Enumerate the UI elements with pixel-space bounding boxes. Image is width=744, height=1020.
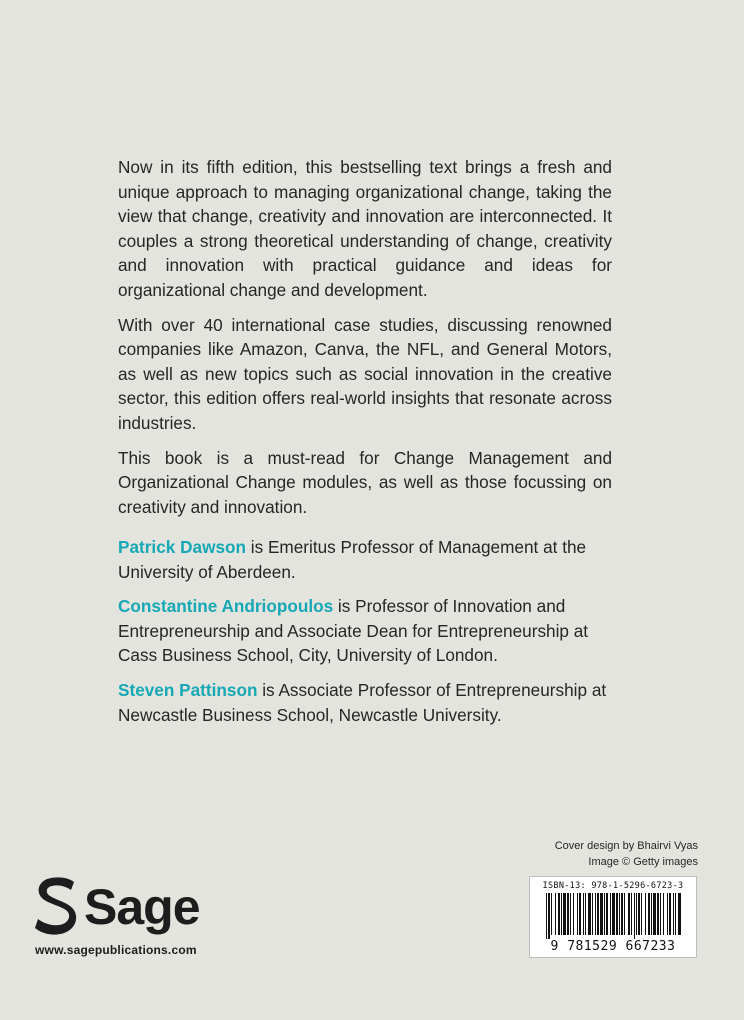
cover-design-credit: Cover design by Bhairvi Vyas	[554, 840, 698, 852]
isbn-digits: 9 781529 667233	[550, 939, 676, 954]
cover-credits	[498, 838, 698, 870]
author-name: Constantine Andriopoulos	[118, 596, 334, 617]
author-name: Patrick Dawson	[118, 537, 246, 557]
image-credit: Image © Getty images	[588, 856, 698, 868]
barcode-bars-icon	[544, 893, 684, 939]
author-bio	[118, 594, 616, 668]
sage-s-logo-icon	[34, 876, 78, 936]
back-cover-blurb	[118, 155, 612, 529]
blurb-paragraph: With over 40 international case studies, discussing renowned companies like Amazon, Canva, the NFL, and General Motors, as well as new topics such as social innovation in the creative sector, this edition offers real-world insights that resonate across industries.	[118, 314, 612, 433]
author-bio	[118, 535, 616, 584]
isbn-barcode	[529, 876, 697, 958]
author-bio-text: is Professor of Innovation and Entrepreneurship and Associate Dean for Entrepreneurship at Cass Business School, City, University of London.	[118, 596, 589, 666]
author-name: Steven Pattinson	[118, 679, 258, 700]
author-bio-text: is Emeritus Professor of Management at the University of Aberdeen.	[118, 537, 587, 582]
blurb-paragraph: Now in its fifth edition, this bestselling text brings a fresh and unique approach to managing organizational change, taking the view that change, creativity and innovation are interconnected. It couples a strong theoretical understanding of change, creativity and innovation with practical guidance and ideas for organizational change and development.	[118, 157, 612, 300]
author-bio	[118, 678, 616, 727]
author-bios	[118, 535, 616, 737]
isbn-label: ISBN-13: 978-1-5296-6723-3	[542, 881, 684, 891]
publisher-url: www.sagepublications.com	[35, 943, 197, 957]
sage-logo-text: Sage	[84, 879, 200, 935]
blurb-paragraph: This book is a must-read for Change Management and Organizational Change modules, as well as those focussing on creativity and innovation.	[118, 447, 612, 517]
author-bio-text: is Associate Professor of Entrepreneurship at Newcastle Business School, Newcastle University.	[118, 679, 607, 725]
